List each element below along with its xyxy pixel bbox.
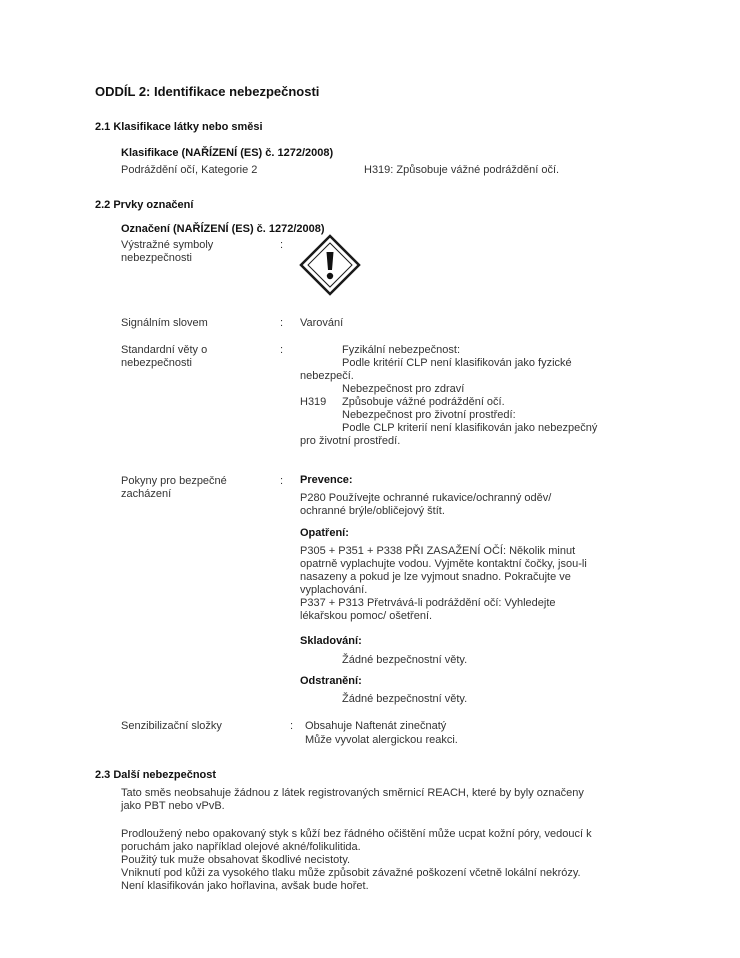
sensitizing-label: Senzibilizační složky: [121, 720, 222, 732]
colon: :: [280, 344, 284, 356]
environment-hazard-text: Podle CLP kriterií není klasifikován jako nebezpečný: [342, 422, 598, 434]
response-line: P337 + P313 Přetrvává-li podráždění očí: Vyhledejte: [300, 597, 556, 609]
physical-hazard-text: Podle kritérií CLP není klasifikován jako fyzické: [342, 357, 572, 369]
other-hazards-paragraph-1: Tato směs neobsahuje žádnou z látek registrovaných směrnicí REACH, které by byly označeny jako PBT nebo vPvB.: [121, 787, 584, 812]
storage-heading: Skladování:: [300, 635, 362, 647]
prevention-line: P280 Používejte ochranné rukavice/ochranný oděv/: [300, 492, 552, 504]
environment-hazard-heading: Nebezpečnost pro životní prostředí:: [342, 409, 516, 421]
storage-text: Žádné bezpečnostní věty.: [342, 654, 468, 666]
response-heading: Opatření:: [300, 527, 349, 539]
colon: :: [280, 239, 284, 251]
sensitizing-line: Obsahuje Naftenát zinečnatý: [305, 720, 447, 732]
response-line: P305 + P351 + P338 PŘI ZASAŽENÍ OČÍ: Několik minut: [300, 545, 576, 557]
prevention-line: ochranné brýle/obličejový štít.: [300, 505, 445, 517]
signal-word-label: Signálním slovem: [121, 317, 208, 329]
prevention-heading: Prevence:: [300, 474, 353, 486]
signal-word-value: Varování: [300, 317, 344, 329]
physical-hazard-text-cont: nebezpečí.: [300, 370, 354, 382]
exclamation-mark-pictogram-icon: [299, 234, 361, 296]
response-line: lékařskou pomoc/ ošetření.: [300, 610, 433, 622]
heading-2-1: 2.1 Klasifikace látky nebo směsi: [95, 121, 263, 133]
classification-hazard-statement: H319: Způsobuje vážné podráždění očí.: [364, 164, 560, 176]
classification-subheading: Klasifikace (NAŘÍZENÍ (ES) č. 1272/2008): [121, 147, 334, 159]
precautionary-label: Pokyny pro bezpečné zacházení: [121, 475, 227, 500]
sensitizing-line: Může vyvolat alergickou reakci.: [305, 734, 458, 746]
colon: :: [290, 720, 294, 732]
h319-text: Způsobuje vážné podráždění očí.: [342, 396, 505, 408]
response-line: vyplachování.: [300, 584, 368, 596]
heading-2-2: 2.2 Prvky označení: [95, 199, 194, 211]
symbols-label: Výstražné symboly nebezpečnosti: [121, 239, 214, 264]
colon: :: [280, 475, 284, 487]
physical-hazard-heading: Fyzikální nebezpečnost:: [342, 344, 461, 356]
labelling-subheading: Označení (NAŘÍZENÍ (ES) č. 1272/2008): [121, 223, 325, 235]
environment-hazard-text-cont: pro životní prostředí.: [300, 435, 401, 447]
classification-category: Podráždění očí, Kategorie 2: [121, 164, 258, 176]
disposal-text: Žádné bezpečnostní věty.: [342, 693, 468, 705]
response-line: nasazeny a pokud je lze vyjmout snadno. Pokračujte ve: [300, 571, 571, 583]
section-title: ODDÍL 2: Identifikace nebezpečnosti: [95, 84, 320, 99]
heading-2-3: 2.3 Další nebezpečnost: [95, 769, 217, 781]
hazard-statements-label: Standardní věty o nebezpečnosti: [121, 344, 208, 369]
disposal-heading: Odstranění:: [300, 675, 362, 687]
h319-code: H319: [300, 396, 327, 408]
response-line: opatrně vyplachujte vodou. Vyjměte kontaktní čočky, jsou-li: [300, 558, 587, 570]
health-hazard-heading: Nebezpečnost pro zdraví: [342, 383, 465, 395]
other-hazards-paragraph-2: Prodloužený nebo opakovaný styk s kůží bez řádného očištění může ucpat kožní póry, vedoucí k poruchám jako například olejové akné/folikulitida. Použitý tuk muže obsahovat škodlivé necistoty. Vniknutí pod kůži za vysokého tlaku může způsobit závažné poškození včetně lokální nekrózy. Není klasifikován jako hořlavina, avšak bude hořet.: [121, 828, 592, 892]
colon: :: [280, 317, 284, 329]
